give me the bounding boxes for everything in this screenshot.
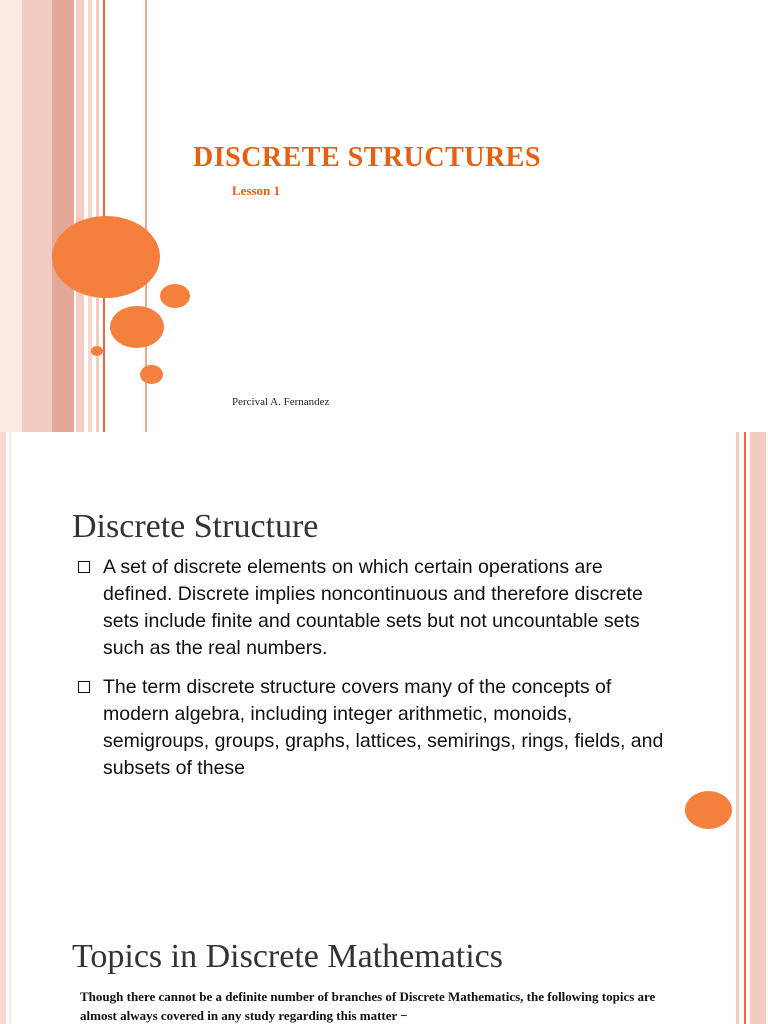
decor-stripe-right — [736, 432, 739, 864]
bullet-item — [76, 674, 676, 782]
decor-stripe-left — [9, 432, 11, 864]
decor-stripe — [0, 0, 22, 432]
decor-circle-large — [52, 216, 160, 298]
decor-circle-medium — [110, 306, 164, 348]
decor-stripe — [52, 0, 74, 432]
decor-circle-small — [140, 365, 163, 384]
decor-stripe — [76, 0, 84, 432]
decor-circle-small — [160, 284, 190, 308]
content-slide-topics — [0, 864, 768, 1024]
bullet-text: The term discrete structure covers many of the concepts of modern algebra, including integer arithmetic, monoids, semigroups, groups, graphs, lattices, semirings, rings, fields, and subsets of these — [103, 676, 664, 779]
author-name: Percival A. Fernandez — [232, 396, 330, 408]
slide-title: Topics in Discrete Mathematics — [72, 938, 503, 975]
decor-stripe-right — [744, 864, 746, 1024]
decor-stripe-left — [9, 864, 11, 1024]
decor-stripe-right — [750, 864, 766, 1024]
content-slide-discrete-structure — [0, 432, 768, 864]
decor-stripe — [22, 0, 52, 432]
decor-stripe-left — [0, 864, 6, 1024]
decor-stripe-right — [750, 432, 766, 864]
decor-circle — [685, 791, 732, 829]
bullet-list — [76, 554, 676, 794]
decor-stripe — [88, 0, 92, 432]
checkbox-icon — [78, 561, 90, 573]
bullet-text: A set of discrete elements on which certain operations are defined. Discrete implies noncontinuous and therefore discrete sets include finite and countable sets but not uncountable sets such as the real numbers. — [103, 556, 643, 659]
slide-body-text: Though there cannot be a definite number of branches of Discrete Mathematics, the following topics are almost always covered in any study regarding this matter − — [80, 989, 656, 1023]
slide-subtitle: Lesson 1 — [232, 183, 281, 198]
title-slide — [0, 0, 768, 432]
decor-stripe-right — [736, 864, 739, 1024]
decor-stripe-left — [0, 432, 6, 864]
decor-stripe-right — [744, 432, 746, 864]
slide-title: DISCRETE STRUCTURES — [193, 142, 541, 173]
checkbox-icon — [78, 681, 90, 693]
decor-circle-tiny — [91, 346, 103, 356]
slide-title: Discrete Structure — [72, 508, 319, 545]
bullet-item — [76, 554, 676, 662]
